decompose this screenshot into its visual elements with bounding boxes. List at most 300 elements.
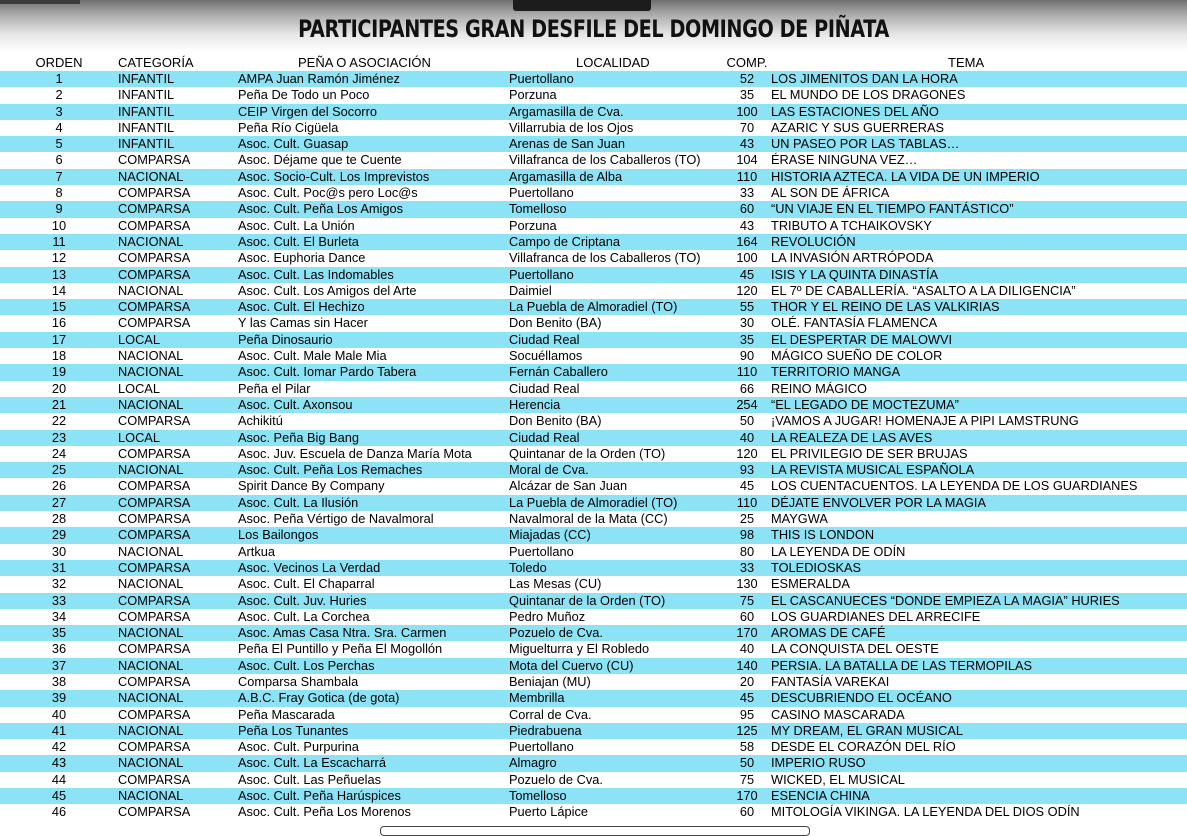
cell-categoria: NACIONAL	[118, 233, 184, 249]
cell-comp: 125	[736, 722, 758, 738]
cell-localidad: Corral de Cva.	[509, 706, 592, 722]
cell-comp: 30	[739, 315, 755, 331]
cell-comp: 75	[739, 771, 755, 787]
table-row	[0, 560, 1187, 576]
cell-categoria: NACIONAL	[118, 788, 184, 804]
cell-orden: 21	[51, 396, 67, 412]
cell-pena: Asoc. Cult. El Burleta	[238, 233, 359, 249]
table-body	[0, 71, 1187, 821]
cell-categoria: COMPARSA	[118, 527, 191, 543]
cell-localidad: Villarrubia de los Ojos	[509, 119, 634, 135]
table-row	[0, 283, 1187, 299]
table-row	[0, 609, 1187, 625]
cell-orden: 40	[51, 706, 67, 722]
cell-localidad: Daimiel	[509, 282, 552, 298]
cell-categoria: COMPARSA	[118, 559, 191, 575]
cell-orden: 7	[55, 168, 63, 184]
cell-comp: 130	[736, 576, 758, 592]
cell-comp: 70	[739, 119, 755, 135]
cell-localidad: Quintanar de la Orden (TO)	[509, 592, 666, 608]
cell-orden: 5	[55, 136, 63, 152]
cell-categoria: COMPARSA	[118, 250, 191, 266]
header-comp: COMP.	[726, 55, 768, 70]
cell-tema: DESDE EL CORAZÓN DEL RÍO	[771, 739, 956, 755]
cell-tema: EL PRIVILEGIO DE SER BRUJAS	[771, 445, 968, 461]
cell-localidad: Porzuna	[509, 87, 557, 103]
cell-categoria: LOCAL	[118, 380, 160, 396]
cell-categoria: INFANTIL	[118, 136, 175, 152]
cell-tema: TRIBUTO A TCHAIKOVSKY	[771, 217, 932, 233]
cell-pena: CEIP Virgen del Socorro	[238, 103, 377, 119]
top-tab-handle[interactable]	[513, 0, 651, 11]
header-tema: TEMA	[948, 55, 985, 70]
cell-tema: LA INVASIÓN ARTRÓPODA	[771, 250, 934, 266]
cell-tema: MY DREAM, EL GRAN MUSICAL	[771, 722, 963, 738]
cell-tema: TOLEDIOSKAS	[771, 559, 862, 575]
cell-tema: LOS JIMENITOS DAN LA HORA	[771, 71, 958, 86]
cell-categoria: COMPARSA	[118, 299, 191, 315]
header-localidad: LOCALIDAD	[576, 55, 650, 70]
cell-orden: 22	[51, 413, 67, 429]
cell-localidad: Don Benito (BA)	[509, 315, 602, 331]
cell-categoria: NACIONAL	[118, 348, 184, 364]
cell-categoria: LOCAL	[118, 331, 160, 347]
cell-categoria: NACIONAL	[118, 396, 184, 412]
cell-categoria: COMPARSA	[118, 592, 191, 608]
cell-comp: 20	[739, 673, 755, 689]
cell-pena: Peña Los Tunantes	[238, 722, 349, 738]
cell-localidad: Ciudad Real	[509, 331, 580, 347]
cell-orden: 46	[51, 804, 67, 820]
cell-localidad: Don Benito (BA)	[509, 413, 602, 429]
cell-comp: 120	[736, 445, 758, 461]
cell-tema: AROMAS DE CAFÉ	[771, 625, 886, 641]
cell-comp: 33	[739, 185, 755, 201]
cell-tema: LA LEYENDA DE ODÍN	[771, 543, 906, 559]
cell-localidad: Herencia	[509, 396, 561, 412]
cell-comp: 33	[739, 559, 755, 575]
cell-categoria: COMPARSA	[118, 201, 191, 217]
cell-localidad: Puertollano	[509, 71, 574, 86]
cell-pena: Asoc. Amas Casa Ntra. Sra. Carmen	[238, 625, 447, 641]
table-row	[0, 234, 1187, 250]
cell-tema: LAS ESTACIONES DEL AÑO	[771, 103, 939, 119]
table-row	[0, 755, 1187, 771]
cell-comp: 25	[739, 511, 755, 527]
cell-localidad: Pozuelo de Cva.	[509, 771, 603, 787]
cell-localidad: Socuéllamos	[509, 348, 583, 364]
cell-orden: 27	[51, 494, 67, 510]
cell-categoria: COMPARSA	[118, 494, 191, 510]
table-row	[0, 315, 1187, 331]
cell-categoria: COMPARSA	[118, 706, 191, 722]
cell-pena: Peña Mascarada	[238, 706, 335, 722]
cell-orden: 42	[51, 739, 67, 755]
cell-pena: Artkua	[238, 543, 275, 559]
cell-pena: Los Bailongos	[238, 527, 319, 543]
cell-localidad: Mota del Cuervo (CU)	[509, 657, 634, 673]
page-title: PARTICIPANTES GRAN DESFILE DEL DOMINGO DE PIÑATA	[298, 15, 889, 43]
table-row	[0, 332, 1187, 348]
cell-comp: 120	[736, 282, 758, 298]
cell-tema: LA REALEZA DE LAS AVES	[771, 429, 933, 445]
cell-comp: 110	[736, 168, 758, 184]
cell-tema: IMPERIO RUSO	[771, 755, 866, 771]
cell-categoria: COMPARSA	[118, 608, 191, 624]
cell-localidad: Campo de Criptana	[509, 233, 620, 249]
table-row	[0, 299, 1187, 315]
cell-tema: EL DESPERTAR DE MALOWVI	[771, 331, 953, 347]
cell-orden: 10	[51, 217, 67, 233]
table-row	[0, 462, 1187, 478]
cell-pena: Asoc. Cult. Peña Harúspices	[238, 788, 401, 804]
cell-tema: DESCUBRIENDO EL OCÉANO	[771, 690, 952, 706]
cell-tema: MITOLOGÍA VIKINGA. LA LEYENDA DEL DIOS ODÍN	[771, 804, 1080, 820]
cell-localidad: Las Mesas (CU)	[509, 576, 602, 592]
cell-categoria: NACIONAL	[118, 282, 184, 298]
cell-localidad: Argamasilla de Cva.	[509, 103, 624, 119]
cell-tema: THOR Y EL REINO DE LAS VALKIRIAS	[771, 299, 1000, 315]
cell-orden: 45	[51, 788, 67, 804]
cell-tema: ESENCIA CHINA	[771, 788, 870, 804]
cell-pena: Asoc. Cult. Peña Los Remaches	[238, 462, 423, 478]
participants-table	[0, 55, 1187, 821]
cell-comp: 60	[739, 804, 755, 820]
cell-orden: 43	[51, 755, 67, 771]
cell-orden: 29	[51, 527, 67, 543]
cell-categoria: COMPARSA	[118, 445, 191, 461]
cell-localidad: La Puebla de Almoradiel (TO)	[509, 299, 678, 315]
cell-categoria: COMPARSA	[118, 152, 191, 168]
cell-localidad: Miajadas (CC)	[509, 527, 591, 543]
cell-pena: Asoc. Peña Vértigo de Navalmoral	[238, 511, 434, 527]
cell-comp: 45	[739, 266, 755, 282]
top-left-strip	[0, 0, 80, 4]
table-row	[0, 478, 1187, 494]
cell-comp: 170	[736, 625, 758, 641]
cell-tema: UN PASEO POR LAS TABLAS…	[771, 136, 960, 152]
cell-orden: 15	[51, 299, 67, 315]
cell-localidad: Quintanar de la Orden (TO)	[509, 445, 666, 461]
cell-localidad: Beniajan (MU)	[509, 673, 591, 689]
header-categoria: CATEGORÍA	[118, 55, 194, 70]
table-row	[0, 218, 1187, 234]
cell-pena: Asoc. Cult. La Ilusión	[238, 494, 359, 510]
cell-tema: ESMERALDA	[771, 576, 850, 592]
cell-comp: 110	[736, 364, 758, 380]
cell-pena: Peña El Puntillo y Peña El Mogollón	[238, 641, 443, 657]
cell-pena: AMPA Juan Ramón Jiménez	[238, 71, 400, 86]
cell-orden: 35	[51, 625, 67, 641]
cell-pena: Asoc. Cult. Juv. Huries	[238, 592, 367, 608]
cell-tema: LA REVISTA MUSICAL ESPAÑOLA	[771, 462, 975, 478]
cell-categoria: NACIONAL	[118, 722, 184, 738]
cell-pena: Asoc. Juv. Escuela de Danza María Mota	[238, 445, 472, 461]
cell-tema: “UN VIAJE EN EL TIEMPO FANTÁSTICO”	[771, 201, 1014, 217]
cell-categoria: COMPARSA	[118, 804, 191, 820]
table-row	[0, 593, 1187, 609]
table-header-row	[0, 55, 1187, 71]
cell-orden: 24	[51, 445, 67, 461]
table-row	[0, 430, 1187, 446]
cell-categoria: COMPARSA	[118, 641, 191, 657]
cell-comp: 164	[736, 233, 758, 249]
cell-categoria: LOCAL	[118, 429, 160, 445]
table-row	[0, 169, 1187, 185]
cell-localidad: Fernán Caballero	[509, 364, 608, 380]
cell-pena: Asoc. Cult. Male Male Mia	[238, 348, 387, 364]
cell-orden: 23	[51, 429, 67, 445]
cell-orden: 4	[55, 119, 63, 135]
table-row	[0, 267, 1187, 283]
cell-tema: EL 7º DE CABALLERÍA. “ASALTO A LA DILIGENCIA”	[771, 282, 1076, 298]
cell-pena: A.B.C. Fray Gotica (de gota)	[238, 690, 400, 706]
table-row	[0, 413, 1187, 429]
cell-pena: Peña el Pilar	[238, 380, 311, 396]
cell-comp: 50	[739, 755, 755, 771]
cell-pena: Asoc. Cult. Las Indomables	[238, 266, 394, 282]
cell-localidad: Piedrabuena	[509, 722, 582, 738]
cell-localidad: Ciudad Real	[509, 380, 580, 396]
cell-comp: 40	[739, 429, 755, 445]
cell-orden: 13	[51, 266, 67, 282]
cell-comp: 93	[739, 462, 755, 478]
cell-categoria: COMPARSA	[118, 315, 191, 331]
cell-categoria: NACIONAL	[118, 625, 184, 641]
cell-tema: HISTORIA AZTECA. LA VIDA DE UN IMPERIO	[771, 168, 1040, 184]
table-row	[0, 772, 1187, 788]
cell-pena: Y las Camas sin Hacer	[238, 315, 368, 331]
cell-orden: 2	[55, 87, 63, 103]
cell-localidad: Villafranca de los Caballeros (TO)	[509, 250, 701, 266]
cell-orden: 18	[51, 348, 67, 364]
cell-localidad: Pozuelo de Cva.	[509, 625, 603, 641]
cell-localidad: Puertollano	[509, 266, 574, 282]
cell-comp: 50	[739, 413, 755, 429]
cell-pena: Asoc. Cult. La Escacharrá	[238, 755, 386, 771]
cell-orden: 32	[51, 576, 67, 592]
cell-orden: 20	[51, 380, 67, 396]
cell-localidad: La Puebla de Almoradiel (TO)	[509, 494, 678, 510]
cell-pena: Asoc. Euphoria Dance	[238, 250, 366, 266]
cell-comp: 43	[739, 136, 755, 152]
table-row	[0, 120, 1187, 136]
cell-pena: Asoc. Cult. Peña Los Morenos	[238, 804, 411, 820]
cell-pena: Asoc. Cult. El Chaparral	[238, 576, 375, 592]
cell-orden: 11	[52, 233, 66, 249]
cell-pena: Asoc. Cult. Los Perchas	[238, 657, 375, 673]
cell-orden: 31	[51, 559, 67, 575]
cell-categoria: NACIONAL	[118, 657, 184, 673]
cell-comp: 43	[739, 217, 755, 233]
cell-pena: Peña De Todo un Poco	[238, 87, 370, 103]
cell-comp: 254	[736, 396, 758, 412]
cell-pena: Asoc. Cult. Iomar Pardo Tabera	[238, 364, 417, 380]
table-row	[0, 658, 1187, 674]
cell-comp: 104	[736, 152, 758, 168]
cell-categoria: COMPARSA	[118, 185, 191, 201]
cell-orden: 41	[51, 722, 67, 738]
cell-tema: EL MUNDO DE LOS DRAGONES	[771, 87, 966, 103]
cell-orden: 38	[51, 673, 67, 689]
cell-categoria: COMPARSA	[118, 266, 191, 282]
cell-comp: 35	[739, 331, 755, 347]
cell-tema: LOS GUARDIANES DEL ARRECIFE	[771, 608, 981, 624]
cell-categoria: COMPARSA	[118, 413, 191, 429]
cell-comp: 45	[739, 690, 755, 706]
cell-localidad: Puerto Lápice	[509, 804, 588, 820]
cell-orden: 12	[51, 250, 67, 266]
table-row	[0, 527, 1187, 543]
cell-localidad: Miguelturra y El Robledo	[509, 641, 650, 657]
cell-orden: 3	[55, 103, 63, 119]
cell-tema: AZARIC Y SUS GUERRERAS	[771, 119, 945, 135]
cell-pena: Asoc. Cult. La Unión	[238, 217, 355, 233]
table-row	[0, 201, 1187, 217]
cell-localidad: Navalmoral de la Mata (CC)	[509, 511, 668, 527]
table-row	[0, 185, 1187, 201]
cell-comp: 170	[736, 788, 758, 804]
cell-pena: Asoc. Vecinos La Verdad	[238, 559, 381, 575]
bottom-scroll-bar[interactable]	[380, 826, 810, 836]
cell-pena: Asoc. Cult. Purpurina	[238, 739, 359, 755]
cell-localidad: Argamasilla de Alba	[509, 168, 623, 184]
cell-orden: 25	[51, 462, 67, 478]
table-row	[0, 576, 1187, 592]
cell-pena: Asoc. Cult. Axonsou	[238, 396, 353, 412]
cell-categoria: NACIONAL	[118, 364, 184, 380]
table-row	[0, 87, 1187, 103]
cell-tema: EL CASCANUECES “DONDE EMPIEZA LA MAGIA” HURIES	[771, 592, 1120, 608]
cell-tema: “EL LEGADO DE MOCTEZUMA”	[771, 396, 959, 412]
cell-tema: LA CONQUISTA DEL OESTE	[771, 641, 939, 657]
table-row	[0, 348, 1187, 364]
cell-localidad: Villafranca de los Caballeros (TO)	[509, 152, 701, 168]
table-row	[0, 625, 1187, 641]
cell-pena: Asoc. Cult. Poc@s pero Loc@s	[238, 185, 418, 201]
cell-tema: TERRITORIO MANGA	[771, 364, 901, 380]
cell-comp: 52	[739, 71, 755, 86]
cell-orden: 28	[51, 511, 67, 527]
table-row	[0, 381, 1187, 397]
cell-comp: 140	[736, 657, 758, 673]
table-row	[0, 71, 1187, 87]
cell-categoria: INFANTIL	[118, 71, 175, 86]
cell-comp: 100	[736, 103, 758, 119]
cell-localidad: Puertollano	[509, 739, 574, 755]
cell-localidad: Tomelloso	[509, 201, 567, 217]
cell-tema: CASINO MASCARADA	[771, 706, 905, 722]
cell-orden: 17	[51, 331, 67, 347]
table-row	[0, 641, 1187, 657]
cell-localidad: Membrilla	[509, 690, 565, 706]
cell-localidad: Tomelloso	[509, 788, 567, 804]
cell-categoria: NACIONAL	[118, 755, 184, 771]
cell-pena: Asoc. Peña Big Bang	[238, 429, 359, 445]
cell-comp: 55	[739, 299, 755, 315]
table-row	[0, 446, 1187, 462]
cell-localidad: Arenas de San Juan	[509, 136, 625, 152]
cell-pena: Asoc. Déjame que te Cuente	[238, 152, 402, 168]
table-row	[0, 364, 1187, 380]
cell-pena: Comparsa Shambala	[238, 673, 359, 689]
cell-comp: 45	[739, 478, 755, 494]
cell-localidad: Porzuna	[509, 217, 557, 233]
cell-orden: 33	[51, 592, 67, 608]
cell-tema: ÉRASE NINGUNA VEZ…	[771, 152, 918, 168]
cell-tema: ¡VAMOS A JUGAR! HOMENAJE A PIPI LAMSTRUNG	[771, 413, 1079, 429]
cell-categoria: INFANTIL	[118, 87, 175, 103]
cell-categoria: NACIONAL	[118, 462, 184, 478]
cell-pena: Asoc. Cult. El Hechizo	[238, 299, 365, 315]
cell-localidad: Pedro Muñoz	[509, 608, 586, 624]
table-row	[0, 788, 1187, 804]
cell-orden: 37	[51, 657, 67, 673]
table-row	[0, 690, 1187, 706]
cell-categoria: COMPARSA	[118, 478, 191, 494]
cell-tema: REINO MÁGICO	[771, 380, 867, 396]
cell-tema: LOS CUENTACUENTOS. LA LEYENDA DE LOS GUARDIANES	[771, 478, 1138, 494]
cell-localidad: Moral de Cva.	[509, 462, 589, 478]
table-row	[0, 250, 1187, 266]
cell-orden: 26	[51, 478, 67, 494]
table-row	[0, 739, 1187, 755]
cell-pena: Peña Dinosaurio	[238, 331, 333, 347]
table-row	[0, 707, 1187, 723]
cell-categoria: INFANTIL	[118, 119, 175, 135]
cell-categoria: COMPARSA	[118, 217, 191, 233]
cell-pena: Asoc. Socio-Cult. Los Imprevistos	[238, 168, 430, 184]
cell-categoria: COMPARSA	[118, 739, 191, 755]
cell-pena: Asoc. Cult. Las Peñuelas	[238, 771, 381, 787]
cell-tema: AL SON DE ÁFRICA	[771, 185, 890, 201]
cell-localidad: Almagro	[509, 755, 557, 771]
cell-pena: Asoc. Cult. Guasap	[238, 136, 349, 152]
cell-orden: 14	[51, 282, 67, 298]
cell-categoria: NACIONAL	[118, 168, 184, 184]
cell-orden: 9	[55, 201, 63, 217]
cell-orden: 8	[55, 185, 63, 201]
table-row	[0, 136, 1187, 152]
table-row	[0, 804, 1187, 820]
cell-tema: MAYGWA	[771, 511, 828, 527]
table-row	[0, 544, 1187, 560]
cell-pena: Peña Río Cigüela	[238, 119, 339, 135]
cell-tema: ISIS Y LA QUINTA DINASTÍA	[771, 266, 939, 282]
cell-tema: REVOLUCIÓN	[771, 233, 856, 249]
cell-tema: MÁGICO SUEÑO DE COLOR	[771, 348, 943, 364]
cell-comp: 75	[739, 592, 755, 608]
table-row	[0, 397, 1187, 413]
table-row	[0, 674, 1187, 690]
cell-localidad: Toledo	[509, 559, 547, 575]
cell-comp: 35	[739, 87, 755, 103]
cell-categoria: NACIONAL	[118, 576, 184, 592]
table-row	[0, 511, 1187, 527]
cell-localidad: Alcázar de San Juan	[509, 478, 628, 494]
cell-orden: 36	[51, 641, 67, 657]
cell-orden: 34	[51, 608, 67, 624]
cell-comp: 95	[739, 706, 755, 722]
cell-comp: 110	[736, 494, 758, 510]
cell-categoria: COMPARSA	[118, 673, 191, 689]
cell-localidad: Ciudad Real	[509, 429, 580, 445]
cell-categoria: COMPARSA	[118, 511, 191, 527]
cell-tema: DÉJATE ENVOLVER POR LA MAGIA	[771, 494, 986, 510]
cell-pena: Asoc. Cult. Peña Los Amigos	[238, 201, 404, 217]
cell-orden: 19	[51, 364, 67, 380]
cell-comp: 90	[739, 348, 755, 364]
